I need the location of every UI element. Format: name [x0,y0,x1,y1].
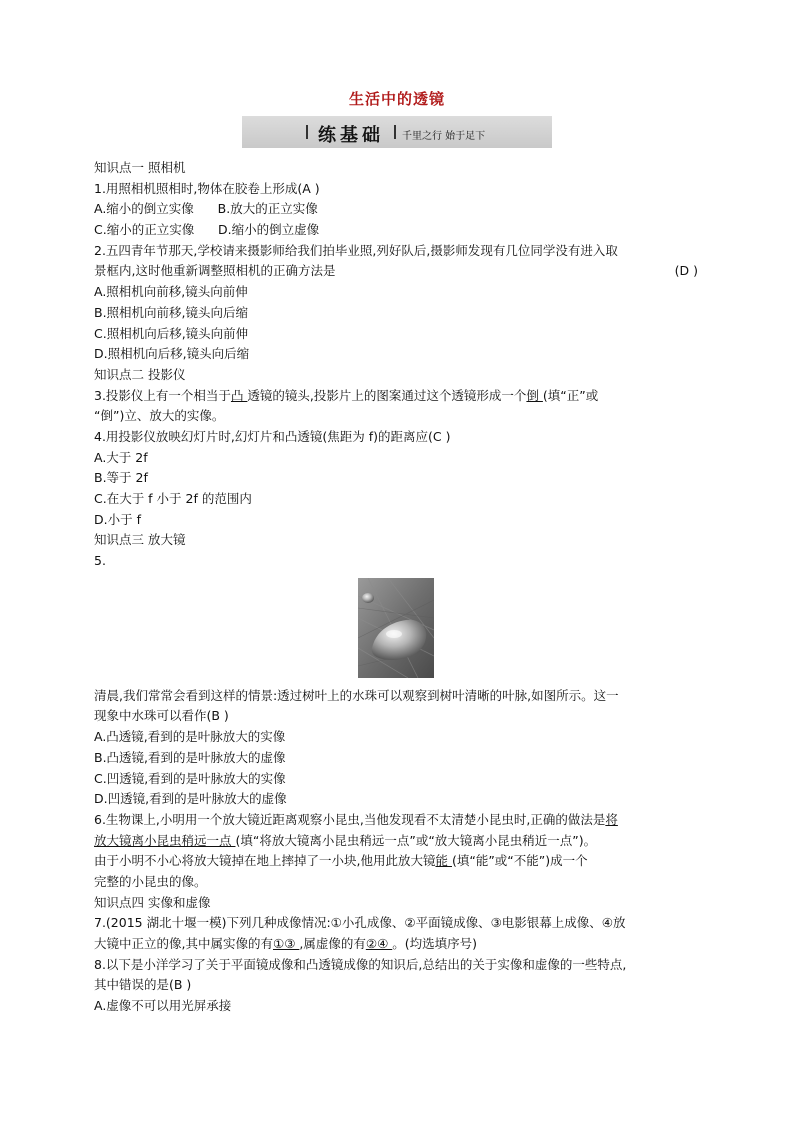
q6-line2 [94,831,704,852]
q7-line2 [94,934,704,955]
q1-option-d: D.缩小的倒立虚像 [218,222,320,238]
q5-option-d: D.凹透镜,看到的是叶脉放大的虚像 [94,791,287,807]
section-banner [242,116,552,148]
q3-blank-1: 凸 [230,387,248,403]
worksheet-content [94,158,704,1017]
q6-blank-1b: 放大镜离小昆虫稍远一点 [94,832,236,848]
q5-stem-line2: 现象中水珠可以看作(B ) [94,708,229,724]
section-heading-1: 知识点一 照相机 [94,160,186,175]
q8-stem-line2: 其中错误的是(B ) [94,977,192,993]
q5-stem-line1: 清晨,我们常常会看到这样的情景:透过树叶上的水珠可以观察到树叶清晰的叶脉,如图所示。这一 [94,687,619,703]
q6-text-3: 由于小明不小心将放大镜掉在地上摔掉了一小块,他用此放大镜 [94,853,436,869]
q2-stem-line2 [94,261,704,282]
q6-text-2: (填“将放大镜离小昆虫稍远一点”或“放大镜离小昆虫稍近一点”)。 [235,832,597,848]
q3-text-2: 透镜的镜头,投影片上的图案通过这个透镜形成一个 [247,387,527,403]
q6-blank-1a: 将 [605,811,618,827]
q5-figure [94,572,704,686]
q4-option-a: A.大于 2f [94,449,148,465]
q4-option-c: C.在大于 f 小于 2f 的范围内 [94,491,252,506]
q2-answer: (D ) [674,263,698,279]
q5-option-b: B.凸透镜,看到的是叶脉放大的虚像 [94,749,286,765]
q5-number: 5. [94,553,106,569]
q7-line1: 7.(2015 湖北十堰一模)下列几种成像情况:①小孔成像、②平面镜成像、③电影银幕上成像、④放 [94,915,626,931]
banner-bar-left [306,125,308,139]
q1-option-c: C.缩小的正立实像 [94,222,195,238]
banner-bar-right [394,125,396,139]
section-heading-4: 知识点四 实像和虚像 [94,894,211,910]
q2-option-c: C.照相机向后移,镜头向前伸 [94,325,249,341]
q6-text-1: 6.生物课上,小明用一个放大镜近距离观察小昆虫,当他发现看不太清楚小昆虫时,正确的做法是 [94,811,606,827]
q5-option-c: C.凹透镜,看到的是叶脉放大的实像 [94,770,286,786]
banner-sub: 千里之行 始于足下 [402,131,486,142]
q8-stem-line1: 8.以下是小洋学习了关于平面镜成像和凸透镜成像的知识后,总结出的关于实像和虚像的一些特点, [94,956,627,972]
q3-text-1: 3.投影仪上有一个相当于 [94,387,231,403]
q1-options-ab [94,199,704,220]
q6-line4: 完整的小昆虫的像。 [94,873,207,889]
section-heading-2: 知识点二 投影仪 [94,366,186,382]
q2-stem-text: 景框内,这时他重新调整照相机的正确方法是 [94,263,336,279]
q5-option-a: A.凸透镜,看到的是叶脉放大的实像 [94,729,286,745]
water-drop-on-leaf-image [358,578,434,678]
q1-option-a: A.缩小的倒立实像 [94,201,194,217]
q7-text-2: 大镜中正立的像,其中属实像的有 [94,936,273,951]
q6-text-4: (填“能”或“不能”)成一个 [451,853,588,869]
q4-stem: 4.用投影仪放映幻灯片时,幻灯片和凸透镜(焦距为 f)的距离应(C ) [94,428,451,444]
q2-option-d: D.照相机向后移,镜头向后缩 [94,346,250,362]
q2-option-a: A.照相机向前移,镜头向前伸 [94,284,248,300]
q7-text-4: 。(均选填序号) [392,936,478,951]
q2-option-b: B.照相机向前移,镜头向后缩 [94,304,249,320]
q7-blank-1: ①③ [272,936,300,951]
banner-main: 练基础 [318,125,384,146]
q7-text-3: ,属虚像的有 [299,936,366,951]
q3-blank-2: 倒 [526,387,543,403]
q1-stem: 1.用照相机照相时,物体在胶卷上形成(A ) [94,180,320,196]
q6-blank-2: 能 [435,853,452,869]
q3-text-3: (填“正”或 [542,387,599,403]
q7-blank-2: ②④ [365,936,393,951]
section-heading-3: 知识点三 放大镜 [94,532,186,548]
q8-option-a: A.虚像不可以用光屏承接 [94,998,232,1014]
q2-stem-line1: 2.五四青年节那天,学校请来摄影师给我们拍毕业照,列好队后,摄影师发现有几位同学没有进入取 [94,242,618,258]
q4-option-d: D.小于 f [94,511,141,527]
q4-option-b: B.等于 2f [94,470,148,486]
q1-options-cd [94,220,704,241]
q6-line3 [94,851,704,872]
q1-option-b: B.放大的正立实像 [217,201,318,217]
page-title: 生活中的透镜 [348,90,445,108]
q6-line1 [94,810,704,831]
q3-line2: “倒”)立、放大的实像。 [94,408,225,424]
q3-line1 [94,386,704,407]
